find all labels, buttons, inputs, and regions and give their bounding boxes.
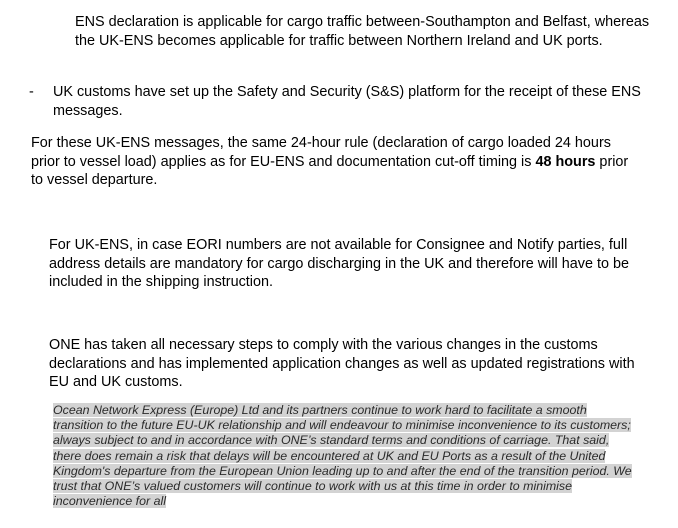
bullet-marker: -: [29, 84, 34, 100]
one-compliance-paragraph: ONE has taken all necessary steps to comply with the various changes in the customs declarations and has implemented application changes as well as updated registrations with EU and UK customs.: [49, 337, 635, 390]
disclaimer-text: Ocean Network Express (Europe) Ltd and its partners continue to work hard to facilitate a smooth transition to the future EU-UK relationship and will endeavour to minimise inconvenience to its customers; always subject to and in accordance with ONE’s standard terms and conditions of carriage. That said, there does remain a risk that delays will be encountered at UK and EU Ports as a result of the United Kingdom's departure from the European Union leading up to and after the end of the transition period. We trust that ONE’s valued customers will continue to work with us at this time in order to minimise inconvenience for all: [53, 403, 632, 509]
eori-address-paragraph: For UK-ENS, in case EORI numbers are not available for Consignee and Notify parties, full address details are mandatory for cargo discharging in the UK and therefore will have to be included in the shipping instruction.: [49, 237, 629, 290]
disclaimer-block: [53, 403, 633, 509]
cutoff-hours-bold: 48 hours: [535, 153, 596, 170]
timing-text-before: For these UK-ENS messages, the same 24-hour rule (declaration of cargo loaded 24 hours prior to vessel load) applies as for EU-ENS and documentation cut-off timing is: [31, 135, 611, 170]
ss-platform-bullet-text: UK customs have set up the Safety and Security (S&S) platform for the receipt of these ENS messages.: [53, 84, 641, 119]
uk-ens-timing-paragraph: [31, 134, 641, 190]
ens-applicability-paragraph: ENS declaration is applicable for cargo traffic between-Southampton and Belfast, whereas the UK-ENS becomes applicable for traffic between Northern Ireland and UK ports.: [75, 14, 650, 49]
timing-text-after: prior to vessel departure.: [31, 153, 629, 188]
